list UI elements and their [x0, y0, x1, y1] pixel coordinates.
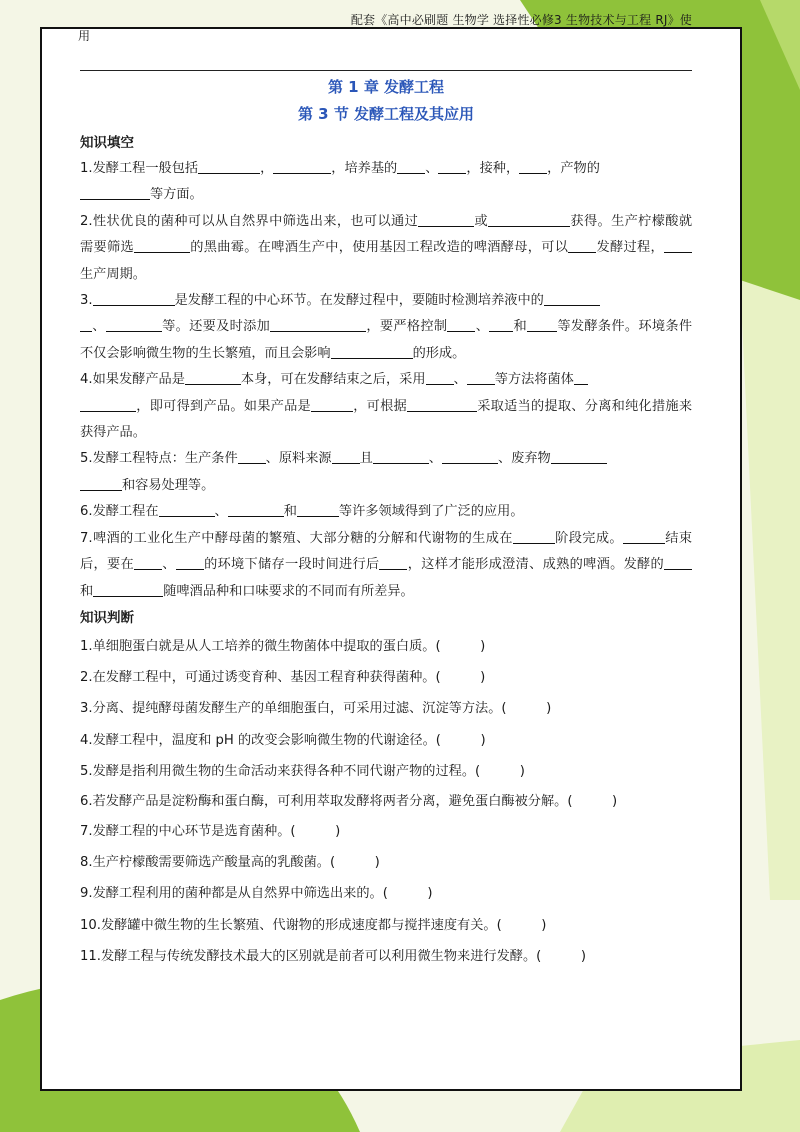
- q7-text-e: 的环境下储存一段时间进行后: [203, 557, 380, 573]
- blank[interactable]: [228, 502, 284, 517]
- judge-item: 7.发酵工程的中心环节是选育菌种。( ): [80, 823, 341, 839]
- header-divider: [80, 70, 692, 71]
- q6-text-d: 等许多领域得到了广泛的应用。: [338, 504, 524, 520]
- blank[interactable]: [664, 555, 692, 570]
- blank[interactable]: [134, 238, 190, 253]
- judge-item: 1.单细胞蛋白就是从人工培养的微生物菌体中提取的蛋白质。( ): [80, 638, 486, 654]
- blank[interactable]: [80, 397, 136, 412]
- blank[interactable]: [488, 212, 570, 227]
- q3-text-d: 等。还要及时添加: [161, 319, 271, 335]
- blank[interactable]: [332, 449, 360, 464]
- q1-text-f: ，产物的: [547, 161, 600, 176]
- q7-text-a: 7.啤酒的工业化生产中酵母菌的繁殖、大部分糖的分解和代谢物的生成在: [80, 530, 513, 546]
- blank[interactable]: [438, 159, 466, 174]
- fill-section-title: 知识填空: [80, 135, 134, 151]
- q7-text-g: 和: [80, 583, 94, 599]
- judge-item: 3.分离、提纯酵母菌发酵生产的单细胞蛋白，可采用过滤、沉淀等方法。( ): [80, 701, 552, 717]
- q3-text-a: 3.: [80, 293, 93, 309]
- q3-text-c: 、: [92, 319, 106, 335]
- blank[interactable]: [513, 529, 555, 544]
- q5-text-a: 5.发酵工程特点：生产条件: [80, 451, 238, 467]
- blank[interactable]: [426, 370, 454, 385]
- q1-text-c: ，培养基的: [331, 161, 398, 176]
- q2-text-a: 2.性状优良的菌种可以从自然界中筛选出来，也可以通过: [80, 213, 419, 229]
- q4-text-c: 、: [453, 372, 467, 388]
- blank[interactable]: [238, 449, 266, 464]
- blank[interactable]: [297, 502, 339, 517]
- q2-text-e: 发酵过程，: [596, 240, 665, 256]
- judge-item: 4.发酵工程中，温度和 pH 的改变会影响微生物的代谢途径。( ): [80, 732, 486, 748]
- q1-text-a: 1.发酵工程一般包括: [80, 161, 199, 176]
- blank[interactable]: [80, 317, 92, 332]
- blank[interactable]: [551, 449, 607, 464]
- q6-text-c: 和: [283, 504, 297, 520]
- q1-text-e: ，接种，: [466, 161, 520, 176]
- blank[interactable]: [270, 317, 366, 332]
- q3-text-h: 等发酵条件。环境条件不仅会影响微生物的生长繁殖，而且会影响: [80, 319, 693, 361]
- blank[interactable]: [106, 317, 162, 332]
- q3-text-f: 、: [475, 319, 490, 335]
- worksheet-content: [80, 130, 692, 972]
- q7-text-c: 结束后，要在: [80, 530, 693, 573]
- judge-item: 9.发酵工程利用的菌种都是从自然界中筛选出来的。( ): [80, 886, 433, 902]
- q4-text-e: ，即可得到产品。如果产品是: [136, 398, 311, 414]
- q4-text-d: 等方法将菌体: [494, 372, 574, 388]
- blank[interactable]: [447, 317, 475, 332]
- judge-item: 11.发酵工程与传统发酵技术最大的区别就是前者可以利用微生物来进行发酵。( ): [80, 948, 587, 964]
- fill-question-2: [80, 209, 692, 288]
- q4-text-a: 4.如果发酵产品是: [80, 372, 185, 388]
- q4-text-g: 采取适当的提取、分离和纯化措施来获得产品。: [80, 398, 693, 441]
- q6-text-a: 6.发酵工程在: [80, 504, 159, 520]
- judge-item: 6.若发酵产品是淀粉酶和蛋白酶，可利用萃取发酵将两者分离，避免蛋白酶被分解。( ): [80, 793, 618, 809]
- q3-text-b: 是发酵工程的中心环节。在发酵过程中，要随时检测培养液中的: [174, 293, 544, 309]
- q2-text-b: 或: [474, 213, 489, 229]
- blank[interactable]: [198, 159, 260, 174]
- fill-question-7: [80, 526, 692, 605]
- q5-text-d: 、: [428, 451, 442, 467]
- fill-question-1: [80, 156, 692, 209]
- q5-text-b: 、原料来源: [265, 451, 332, 467]
- blank[interactable]: [185, 370, 241, 385]
- q2-text-f: 生产周期。: [80, 266, 146, 282]
- blank[interactable]: [467, 370, 495, 385]
- judge-item: 10.发酵罐中微生物的生长繁殖、代谢物的形成速度都与搅拌速度有关。( ): [80, 917, 547, 933]
- judge-item: 8.生产柠檬酸需要筛选产酸量高的乳酸菌。( ): [80, 855, 380, 871]
- q7-text-d: 、: [161, 557, 176, 573]
- header-note: [80, 12, 692, 44]
- blank[interactable]: [442, 449, 498, 464]
- blank[interactable]: [544, 291, 600, 306]
- q5-text-c: 且: [359, 451, 373, 467]
- section-title: 第 3 节 发酵工程及其应用: [297, 105, 475, 123]
- blank[interactable]: [664, 238, 692, 253]
- blank[interactable]: [93, 582, 163, 597]
- blank[interactable]: [568, 238, 596, 253]
- blank[interactable]: [331, 344, 413, 359]
- judge-item: 5.发酵是指利用微生物的生命活动来获得各种不同代谢产物的过程。( ): [80, 763, 525, 779]
- blank[interactable]: [80, 185, 150, 200]
- blank[interactable]: [418, 212, 474, 227]
- blank[interactable]: [489, 317, 513, 332]
- q7-text-f: ，这样才能形成澄清、成熟的啤酒。发酵的: [407, 557, 665, 573]
- fill-question-6: [80, 499, 692, 525]
- blank[interactable]: [407, 397, 477, 412]
- blank[interactable]: [176, 555, 204, 570]
- fill-question-5: [80, 446, 692, 499]
- header-note-text: 配套《高中必刷题 生物学 选择性必修3 生物技术与工程 RJ》使: [350, 13, 692, 27]
- header-note-wrap: 用: [78, 29, 91, 43]
- q3-text-i: 的形成。: [412, 345, 466, 361]
- q5-text-e: 、废弃物: [497, 451, 551, 467]
- q1-text-g: 等方面。: [150, 187, 203, 203]
- q2-text-c: 获得。生产柠檬酸就需要筛选: [80, 213, 693, 256]
- blank[interactable]: [80, 476, 122, 491]
- q4-text-f: ，可根据: [352, 398, 407, 414]
- blank[interactable]: [519, 159, 547, 174]
- blank[interactable]: [311, 397, 353, 412]
- judge-section-title: 知识判断: [80, 609, 134, 626]
- fill-question-4: [80, 367, 692, 446]
- fill-question-3: [80, 288, 692, 367]
- blank[interactable]: [159, 502, 215, 517]
- blank[interactable]: [373, 449, 429, 464]
- blank[interactable]: [273, 159, 331, 174]
- q1-text-b: ，: [260, 161, 274, 176]
- blank[interactable]: [379, 555, 407, 570]
- q2-text-d: 的黑曲霉。在啤酒生产中，使用基因工程改造的啤酒酵母，可以: [190, 240, 569, 256]
- q1-text-d: 、: [425, 161, 439, 176]
- blank[interactable]: [134, 555, 162, 570]
- q3-text-e: ，要严格控制: [366, 319, 448, 335]
- q5-text-f: 和容易处理等。: [122, 477, 215, 493]
- q3-text-g: 和: [513, 319, 528, 335]
- judge-item: 2.在发酵工程中，可通过诱变育种、基因工程育种获得菌种。( ): [80, 670, 486, 686]
- blank[interactable]: [574, 370, 588, 385]
- blank[interactable]: [527, 317, 557, 332]
- q7-text-b: 阶段完成。: [554, 530, 623, 546]
- q6-text-b: 、: [214, 504, 228, 520]
- blank[interactable]: [623, 529, 665, 544]
- q4-text-b: 本身，可在发酵结束之后，采用: [240, 372, 426, 388]
- chapter-title: 第 1 章 发酵工程: [327, 78, 445, 96]
- q7-text-h: 随啤酒品种和口味要求的不同而有所差异。: [163, 583, 414, 599]
- blank[interactable]: [93, 291, 175, 306]
- blank[interactable]: [397, 159, 425, 174]
